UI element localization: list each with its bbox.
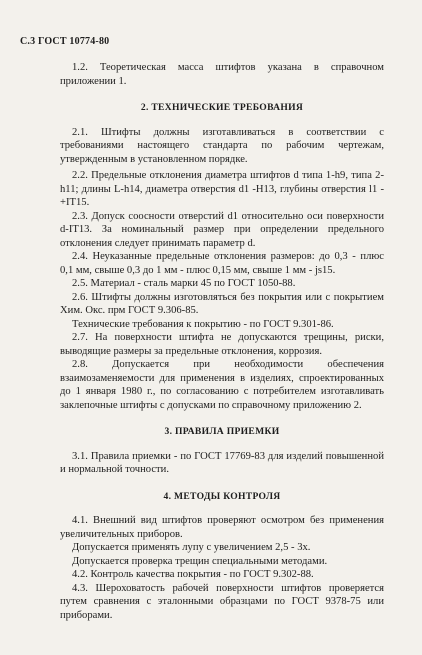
paragraph-2-6: 2.6. Штифты должны изготовляться без покрытия или с покрытием Хим. Окс. прм ГОСТ 9.306-85. [60,291,384,316]
paragraph-2-1: 2.1. Штифты должны изготавливаться в соответствии с требованиями настоящего стандарта по рабочим чертежам, утвержденным в установленном порядке. [60,126,384,165]
paragraph-2-6-coating: Технические требования к покрытию - по ГОСТ 9.301-86. [72,318,334,330]
paragraph-4-1-magnifier: Допускается применять лупу с увеличением 2,5 - 3х. [72,542,311,553]
paragraph-2-3: 2.3. Допуск соосности отверстий d1 относительно оси поверхности d-IT13. За номинальный размер при определении предельного отклонения следует принимать параметр d. [60,210,384,249]
section-4-title: 4. МЕТОДЫ КОНТРОЛЯ [163,490,281,502]
section-2-title: 2. ТЕХНИЧЕСКИЕ ТРЕБОВАНИЯ [140,102,304,113]
paragraph-3-1: 3.1. Правила приемки - по ГОСТ 17769-83 для изделий повышенной и нормальной точности. [60,450,384,475]
paragraph-2-5: 2.5. Материал - сталь марки 45 по ГОСТ 1050-88. [72,278,296,289]
paragraph-4-1-cracks: Допускается проверка трещин специальными методами. [72,555,328,567]
paragraph-1-2: 1.2. Теоретическая масса штифтов указана в справочном приложении 1. [60,62,384,87]
section-3-title: 3. ПРАВИЛА ПРИЕМКИ [164,426,280,437]
paragraph-2-4: 2.4. Неуказанные предельные отклонения размеров: до 0,3 - плюс 0,1 мм, свыше 0,3 до 1 мм - плюс 0,15 мм, свыше 1 мм - js15. [60,251,384,276]
paragraph-2-7: 2.7. На поверхности штифта не допускаются трещины, риски, выводящие размеры за предельные отклонения, коррозия. [60,332,384,357]
paragraph-4-2: 4.2. Контроль качества покрытия - по ГОСТ 9.302-88. [72,569,314,580]
paragraph-4-1: 4.1. Внешний вид штифтов проверяют осмотром без применения увеличительных приборов. [60,515,384,540]
paragraph-2-2: 2.2. Предельные отклонения диаметра штифтов d типа 1-h9, типа 2-h11; длины L-h14, диаметра отверстия d1 -H13, глубины отверстия l1 -+IT15. [60,170,384,208]
paragraph-2-8: 2.8. Допускается при необходимости обеспечения взаимозаменяемости для применения в изделиях, спроектированных до 1 января 1980 г., по согласованию с потребителем изготавливать заклепочные штифты с допусками по справочному приложению 2. [60,359,384,411]
page-header: С.3 ГОСТ 10774-80 [20,36,110,47]
paragraph-4-3: 4.3. Шероховатость рабочей поверхности штифтов проверяется путем сравнения с эталонными образцами по ГОСТ 9378-75 или приборами. [60,582,384,621]
